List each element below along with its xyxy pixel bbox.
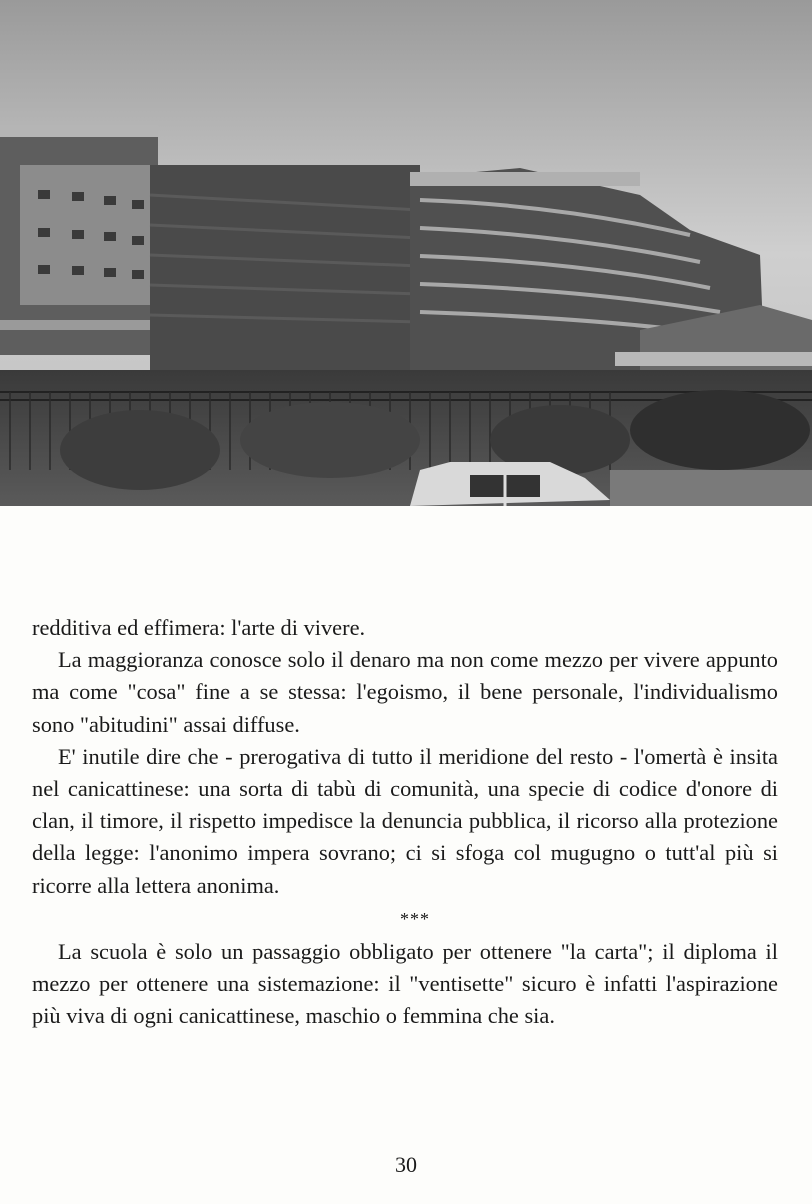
section-separator: *** — [400, 908, 430, 929]
page-number: 30 — [395, 1152, 417, 1177]
paragraph-3: E' inutile dire che - prerogativa di tutto il meridione del resto - l'omertà è insita nel canicattinese: una sorta di tabù di comunità, una specie di codice d'onore di clan, il timore, il rispetto impedisce la denuncia pubblica, il ricorso alla protezione della legge: l'anonimo impera sovrano; ci si sfoga col mugugno o tutt'al più si ricorre alla lettera anonima. — [32, 743, 778, 898]
building-photo — [0, 0, 812, 506]
body-text — [32, 612, 778, 1032]
paragraph-4: La scuola è solo un passaggio obbligato per ottenere "la carta"; il diploma il mezzo per ottenere una sistemazione: il "ventisette" sicuro è infatti l'aspirazione più viva di ogni canicattinese, maschio o femmina che sia. — [32, 938, 778, 1029]
paragraph-2: La maggioranza conosce solo il denaro ma non come mezzo per vivere appunto ma come "cosa" fine a se stessa: l'egoismo, il bene personale, l'individualismo sono "abitudini" assai diffuse. — [32, 647, 778, 737]
paragraph-1: redditiva ed effimera: l'arte di vivere. — [32, 615, 366, 640]
